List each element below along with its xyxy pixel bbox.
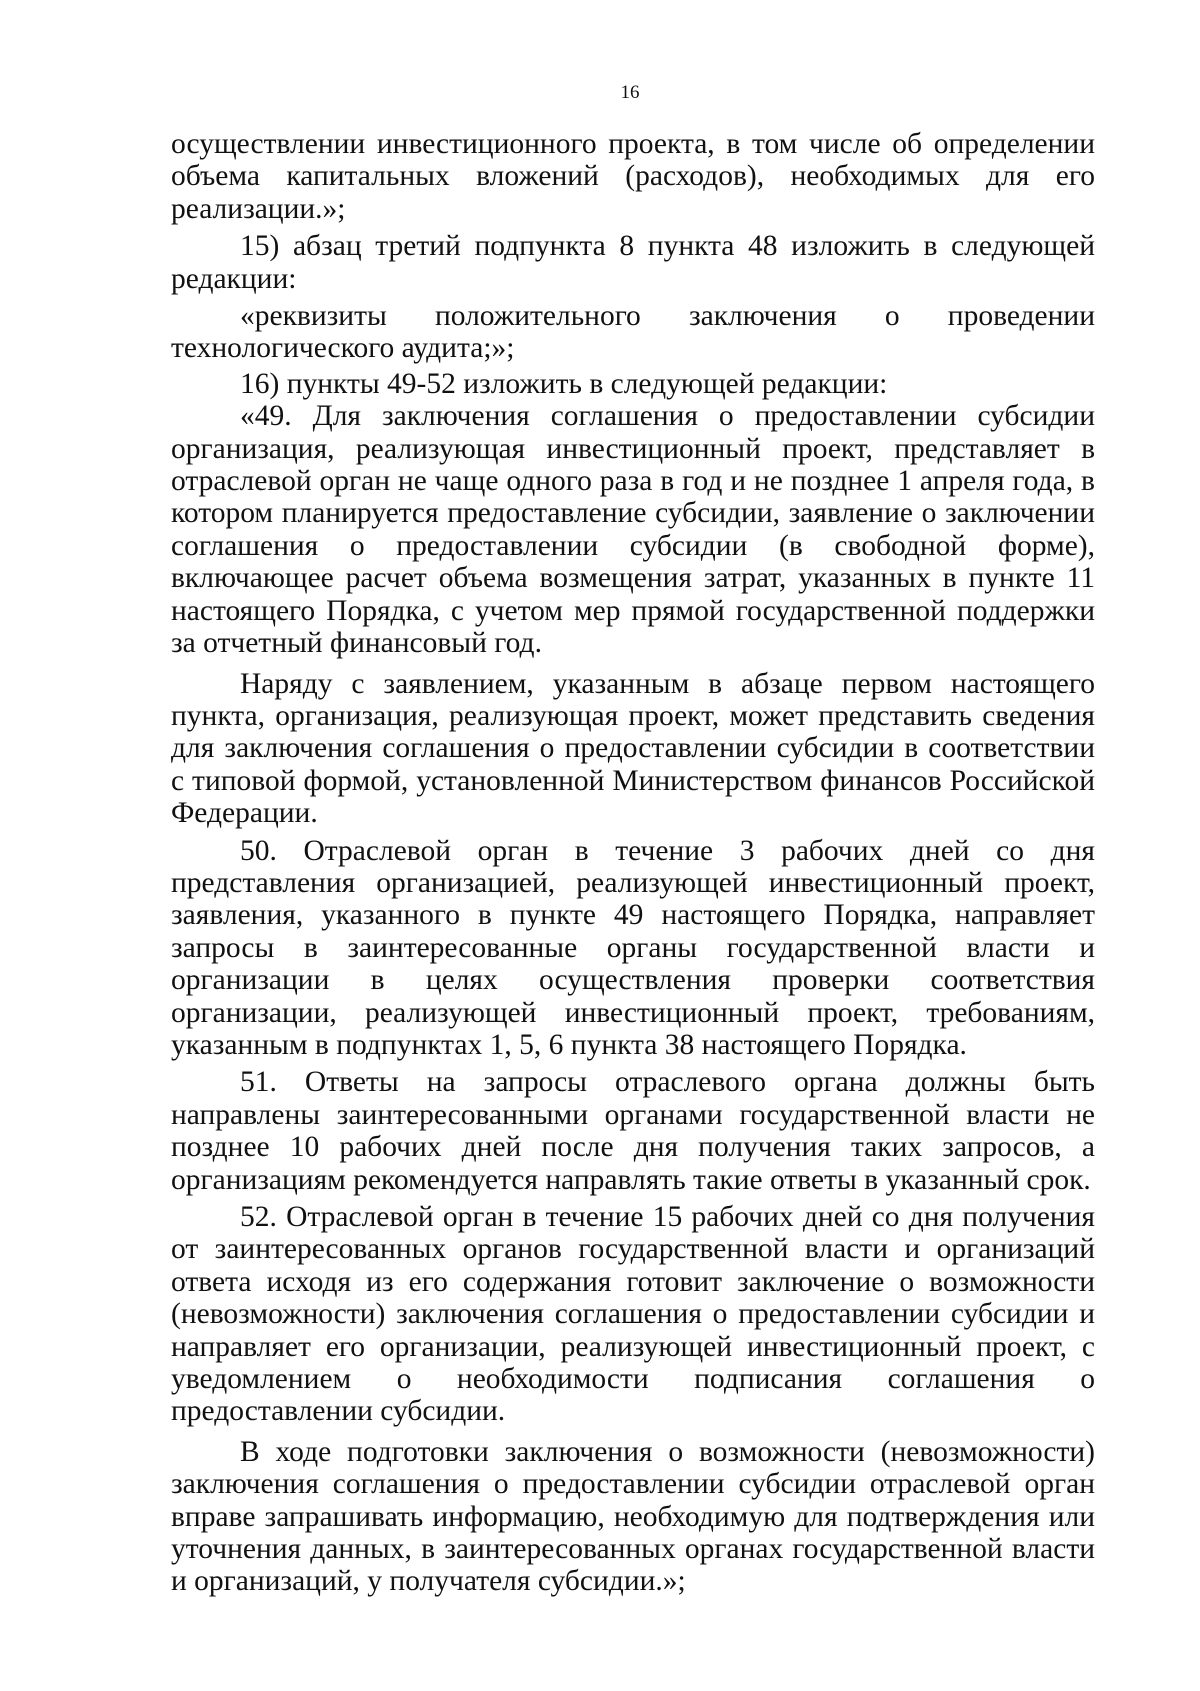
document-body	[171, 128, 1095, 1598]
paragraph-continuation: осуществлении инвестиционного проекта, в том числе об определении объема капитальных вложений (расходов), необходимых для его реализации.»;	[171, 128, 1095, 225]
paragraph-clause-49-second: Наряду с заявлением, указанным в абзаце первом настоящего пункта, организация, реализующая проект, может представить сведения для заключения соглашения о предоставлении субсидии в соответствии с типовой формой, установленной Министерством финансов Российской Федерации.	[171, 667, 1095, 830]
paragraph-clause-50: 50. Отраслевой орган в течение 3 рабочих дней со дня представления организацией, реализующей инвестиционный проект, заявления, указанного в пункте 49 настоящего Порядка, направляет запросы в заинтересованные органы государственной власти и организации в целях осуществления проверки соответствия организации, реализующей инвестиционный проект, требованиям, указанным в подпунктах 1, 5, 6 пункта 38 настоящего Порядка.	[171, 834, 1095, 1061]
paragraph-quoted-requisites: «реквизиты положительного заключения о проведении технологического аудита;»;	[171, 300, 1095, 365]
paragraph-item-16: 16) пункты 49-52 изложить в следующей редакции:	[240, 367, 888, 400]
paragraph-clause-52-second: В ходе подготовки заключения о возможности (невозможности) заключения соглашения о предоставлении субсидии отраслевой орган вправе запрашивать информацию, необходимую для подтверждения или уточнения данных, в заинтересованных органах государственной власти и организаций, у получателя субсидии.»;	[171, 1435, 1095, 1598]
paragraph-clause-52: 52. Отраслевой орган в течение 15 рабочих дней со дня получения от заинтересованных органов государственной власти и организаций ответа исходя из его содержания готовит заключение о возможности (невозможности) заключения соглашения о предоставлении субсидии и направляет его организации, реализующей инвестиционный проект, с уведомлением о необходимости подписания соглашения о предоставлении субсидии.	[171, 1201, 1095, 1428]
page-number: 16	[620, 82, 640, 103]
paragraph-clause-51: 51. Ответы на запросы отраслевого органа должны быть направлены заинтересованными органами государственной власти не позднее 10 рабочих дней после дня получения таких запросов, а организациям рекомендуется направлять такие ответы в указанный срок.	[171, 1066, 1095, 1196]
paragraph-item-15: 15) абзац третий подпункта 8 пункта 48 изложить в следующей редакции:	[171, 230, 1095, 295]
paragraph-clause-49: «49. Для заключения соглашения о предоставлении субсидии организация, реализующая инвестиционный проект, представляет в отраслевой орган не чаще одного раза в год и не позднее 1 апреля года, в котором планируется предоставление субсидии, заявление о заключении соглашения о предоставлении субсидии (в свободной форме), включающее расчет объема возмещения затрат, указанных в пункте 11 настоящего Порядка, с учетом мер прямой государственной поддержки за отчетный финансовый год.	[171, 400, 1095, 660]
